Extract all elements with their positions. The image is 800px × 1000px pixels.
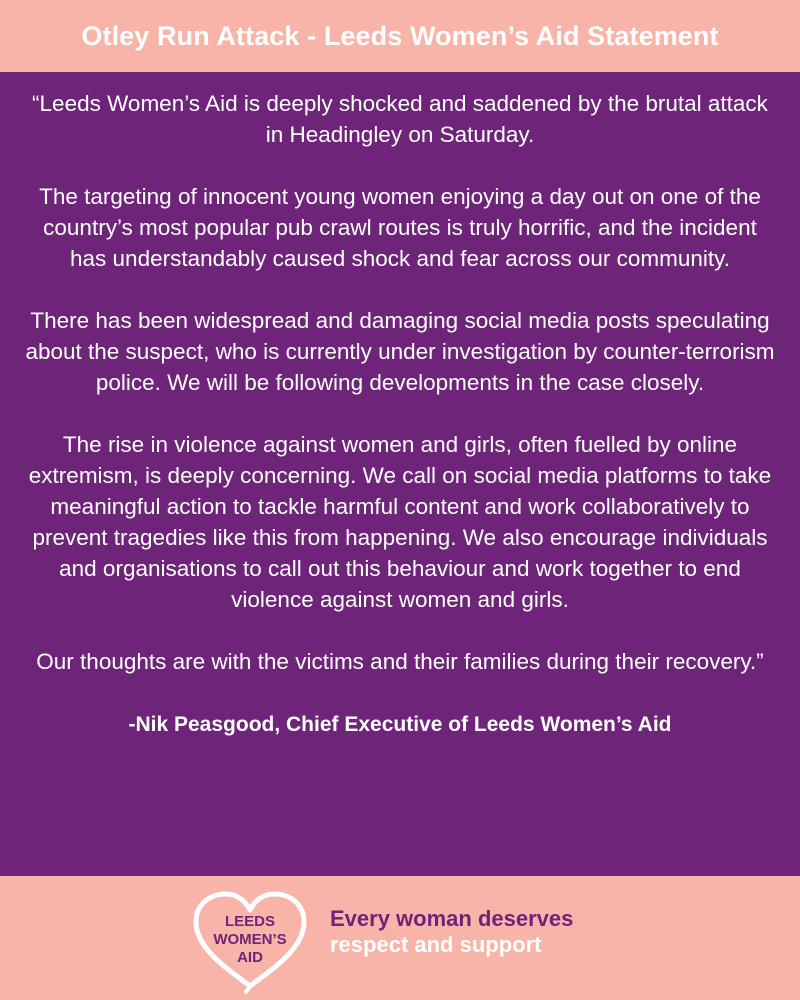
heart-logo-icon (186, 886, 314, 994)
statement-paragraph-5: Our thoughts are with the victims and their families during their recovery.” (36, 649, 764, 674)
leeds-womens-aid-logo (186, 886, 314, 994)
statement-paragraph-3: There has been widespread and damaging social media posts speculating about the suspect, who is currently under investigation by counter-terrorism police. We will be following developments in the case closely. (25, 308, 775, 395)
logo-text-leeds: LEEDS (224, 913, 276, 930)
page-title: Otley Run Attack - Leeds Women’s Aid Statement (81, 20, 719, 51)
logo-text-womens: WOMEN’S (213, 931, 287, 948)
tagline-line-1: Every woman deserves (330, 906, 574, 931)
tagline (330, 906, 573, 958)
statement-paragraph-4: The rise in violence against women and girls, often fuelled by online extremism, is deeply concerning. We call on social media platforms to take meaningful action to tackle harmful content and work collaboratively to prevent tragedies like this from happening. We also encourage individuals and organisations to call out this behaviour and work together to end violence against women and girls. (28, 432, 772, 612)
header-banner (0, 0, 800, 72)
statement-paragraph-2: The targeting of innocent young women enjoying a day out on one of the country’s most popular pub crawl routes is truly horrific, and the incident has understandably caused shock and fear across our community. (39, 184, 761, 271)
statement-panel (0, 72, 800, 876)
tagline-line-2: respect and support (330, 932, 542, 957)
footer (0, 876, 800, 1000)
signature: -Nik Peasgood, Chief Executive of Leeds Women’s Aid (128, 713, 672, 736)
logo-text-aid: AID (237, 949, 263, 966)
statement-paragraph-1: “Leeds Women’s Aid is deeply shocked and saddened by the brutal attack in Headingley on Saturday. (32, 91, 768, 147)
